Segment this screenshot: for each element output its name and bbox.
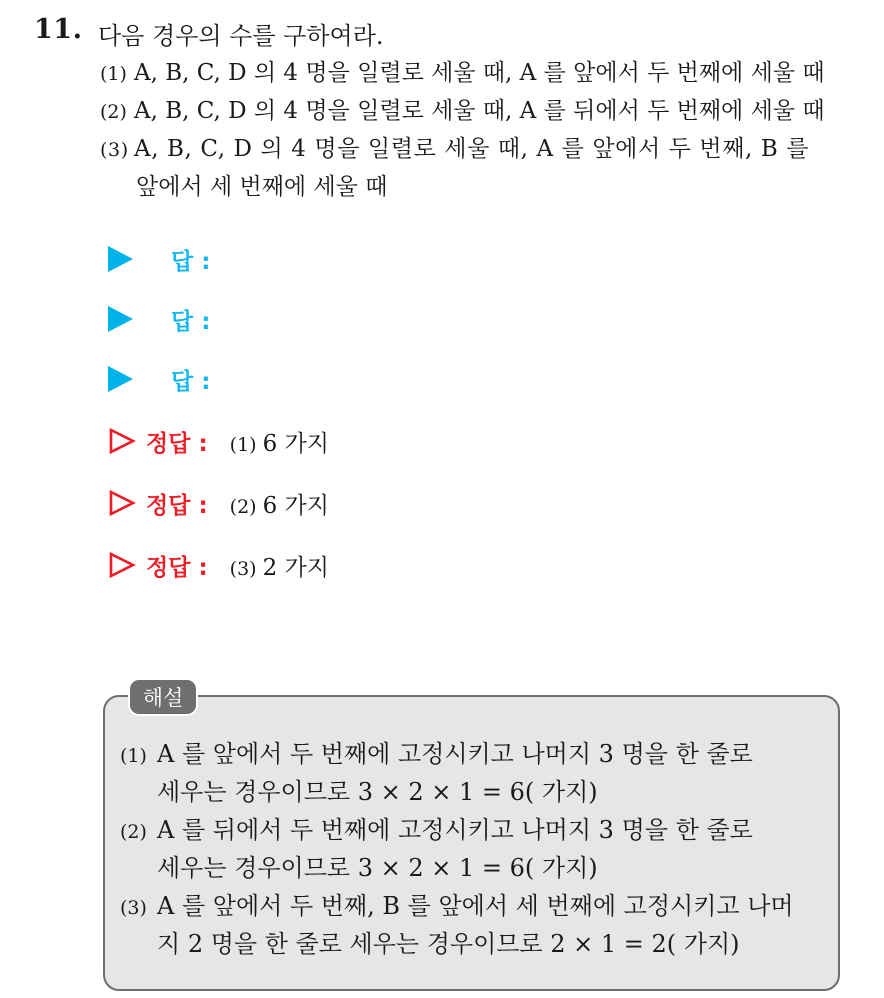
question-number: 11. [34, 14, 83, 45]
solution-marker: (1) [120, 745, 147, 767]
correct-answer-marker: (1) [229, 433, 257, 456]
sub-question-3-continued [136, 168, 387, 201]
sub-question-marker: (1) [100, 63, 127, 85]
solution-line [157, 848, 598, 883]
outline-triangle-icon [108, 427, 136, 455]
solution-text: A 를 뒤에서 두 번째에 고정시키고 나머지 3 명을 한 줄로 [157, 816, 753, 844]
sub-question-text: A, B, C, D 의 4 명을 일렬로 세울 때, A 를 앞에서 두 번째에 세울 때 [134, 60, 825, 86]
sub-question-text: A, B, C, D 의 4 명을 일렬로 세울 때, A 를 뒤에서 두 번째에 세울 때 [134, 98, 825, 124]
correct-answer-1 [108, 423, 329, 459]
correct-answer-label: 정답 : [146, 554, 208, 581]
solution-line [120, 734, 753, 769]
sub-question-marker: (2) [100, 101, 127, 123]
solution-text: A 를 앞에서 두 번째에 고정시키고 나머지 3 명을 한 줄로 [157, 740, 753, 768]
solution-text: 지 2 명을 한 줄로 세우는 경우이므로 2 × 1 = 2( 가지) [157, 930, 740, 958]
answer-blank-3[interactable] [108, 361, 210, 397]
correct-answer-2 [108, 485, 329, 521]
correct-answer-marker: (3) [229, 557, 257, 580]
solution-marker: (3) [120, 897, 147, 919]
answer-blank-2[interactable] [108, 301, 210, 337]
answer-label: 답 : [171, 308, 211, 335]
outline-triangle-icon [108, 489, 136, 517]
solution-text: A 를 앞에서 두 번째, B 를 앞에서 세 번째에 고정시키고 나머 [157, 892, 794, 920]
correct-answer-value [230, 487, 329, 520]
correct-answer-text: 2 가지 [262, 554, 329, 581]
solution-text: 세우는 경우이므로 3 × 2 × 1 = 6( 가지) [157, 854, 598, 882]
solution-line [120, 886, 794, 921]
correct-answer-value [230, 425, 329, 458]
filled-triangle-icon [108, 366, 133, 392]
sub-question-marker: (3) [100, 139, 129, 161]
correct-answer-marker: (2) [229, 495, 257, 518]
correct-answer-text: 6 가지 [262, 492, 329, 519]
correct-answer-label: 정답 : [146, 430, 208, 457]
filled-triangle-icon [108, 306, 133, 332]
solution-text: 세우는 경우이므로 3 × 2 × 1 = 6( 가지) [157, 778, 598, 806]
question-stem: 다음 경우의 수를 구하여라. [98, 22, 384, 50]
answer-label: 답 : [171, 368, 211, 395]
correct-answer-label: 정답 : [146, 492, 208, 519]
sub-question-1 [100, 54, 825, 87]
sub-question-2 [100, 92, 825, 125]
sub-question-text: A, B, C, D 의 4 명을 일렬로 세울 때, A 를 앞에서 두 번째, B 를 [134, 136, 810, 162]
solution-line [157, 772, 598, 807]
correct-answer-text: 6 가지 [262, 430, 329, 457]
answer-blank-1[interactable] [108, 241, 210, 277]
outline-triangle-icon [108, 551, 136, 579]
sub-question-text: 앞에서 세 번째에 세울 때 [136, 174, 388, 200]
solution-tag: 해설 [128, 678, 198, 716]
solution-line [157, 924, 740, 959]
solution-line [120, 810, 753, 845]
sub-question-3 [100, 130, 809, 163]
correct-answer-3 [108, 547, 329, 583]
solution-marker: (2) [120, 821, 147, 843]
correct-answer-value [230, 549, 329, 582]
filled-triangle-icon [108, 246, 133, 272]
answer-label: 답 : [171, 248, 211, 275]
